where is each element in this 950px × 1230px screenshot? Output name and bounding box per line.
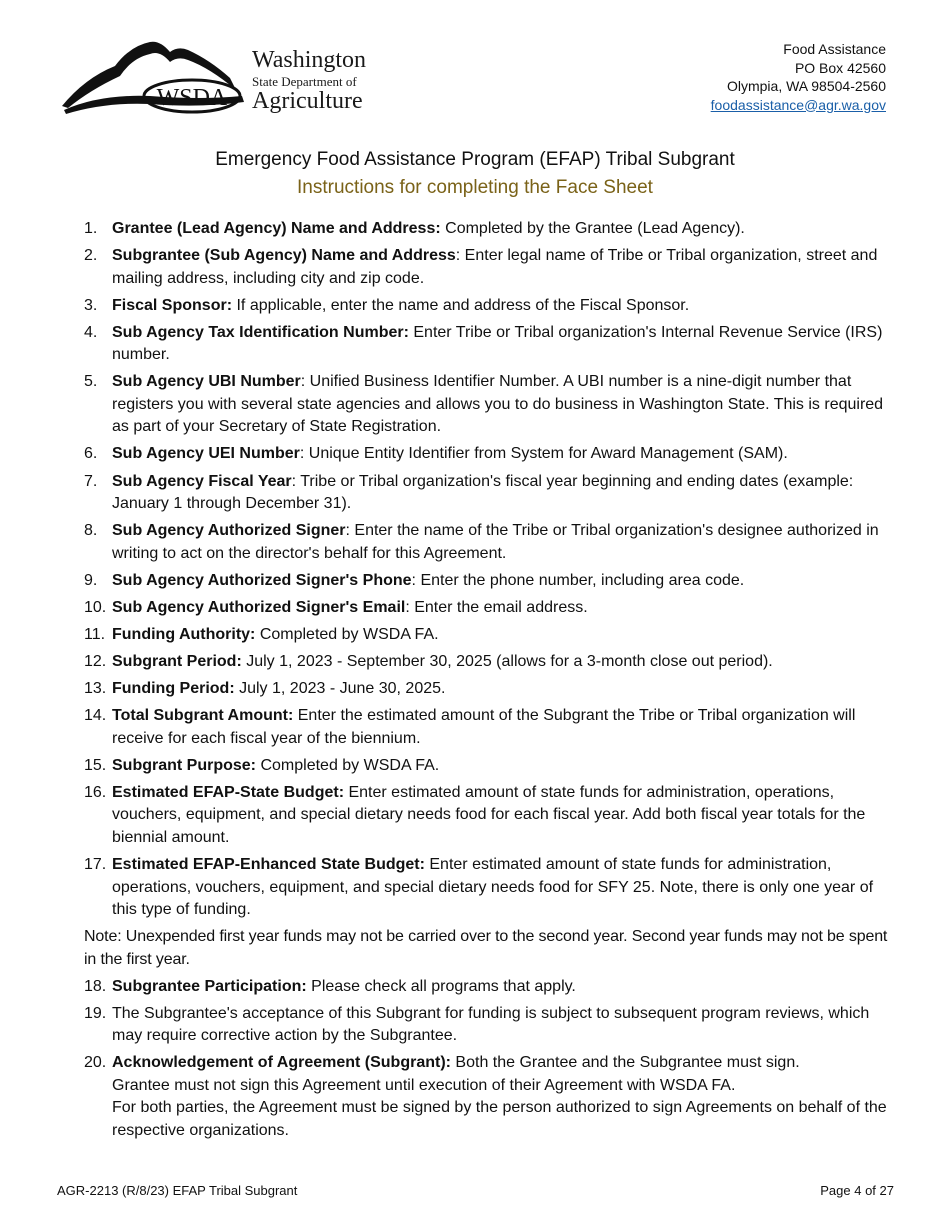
item-number: 20.: [84, 1054, 107, 1072]
item-label: Sub Agency UBI Number: [112, 373, 301, 391]
item-text: Enter estimated amount of state funds for administration, operations, vouchers, equipment, and special dietary needs food for SFY 25. Note, there is only one year of this type of funding.: [112, 856, 874, 918]
wsda-logo: [60, 38, 380, 118]
item-number: 15.: [84, 756, 107, 774]
list-item: [84, 520, 894, 565]
item-text: : Enter legal name of Tribe or Tribal organization, street and mailing address, including city and zip code.: [112, 247, 878, 287]
item-text: : Enter the phone number, including area code.: [411, 571, 745, 589]
item-text: Enter estimated amount of state funds for administration, operations, vouchers, equipment, and special dietary needs food for each fiscal year. Add both fiscal year totals for the biennial amount.: [112, 783, 866, 846]
item-label: Fiscal Sponsor:: [112, 296, 233, 314]
list-item: [84, 705, 894, 750]
item-number: 14.: [84, 707, 107, 725]
item-label: Subgrantee Participation:: [112, 977, 307, 995]
item-text: : Enter the name of the Tribe or Tribal organization's designee authorized in writing to act on the director's behalf for this Agreement.: [112, 522, 879, 562]
item-label: Subgrant Period:: [112, 653, 242, 671]
item-label: Grantee (Lead Agency) Name and Address:: [112, 220, 441, 237]
contact-email-link[interactable]: foodassistance@agr.wa.gov: [710, 96, 886, 113]
item-label: Sub Agency Authorized Signer: [112, 522, 346, 540]
item-label: Subgrant Purpose:: [112, 756, 257, 774]
item-label: Sub Agency Tax Identification Number:: [112, 323, 409, 341]
item-label: Funding Period:: [112, 680, 235, 698]
instruction-list: [84, 218, 894, 1147]
item-number: 5.: [84, 373, 98, 391]
item-extra-line: For both parties, the Agreement must be signed by the person authorized to sign Agreements on behalf of the respective organizations.: [112, 1099, 887, 1139]
contact-unit: Food Assistance: [783, 41, 886, 57]
item-text: Completed by WSDA FA.: [255, 625, 439, 643]
list-item: [84, 854, 894, 922]
list-item: [84, 218, 894, 241]
item-text: Both the Grantee and the Subgrantee must sign.: [450, 1054, 800, 1072]
page-subtitle: Instructions for completing the Face Sheet: [297, 177, 653, 198]
list-item: [84, 678, 894, 701]
item-text: July 1, 2023 - June 30, 2025.: [234, 680, 446, 698]
item-number: 1.: [84, 220, 98, 237]
list-item: [84, 782, 894, 850]
list-item: [84, 755, 894, 778]
item-label: Acknowledgement of Agreement (Subgrant):: [112, 1054, 451, 1072]
list-item: [84, 245, 894, 290]
logo-line1: Washington: [252, 47, 367, 73]
contact-block: [711, 40, 886, 114]
logo-wordmark: [252, 48, 392, 113]
mountain-logo-icon: [60, 38, 250, 118]
item-text: Please check all programs that apply.: [306, 977, 576, 995]
item-label: Subgrantee (Sub Agency) Name and Address: [112, 247, 456, 265]
item-number: 18.: [84, 977, 107, 995]
list-item: [84, 976, 894, 999]
logo-line2: State Department of: [252, 74, 357, 89]
logo-abbr: WSDA: [156, 85, 228, 111]
footer-form-id: AGR-2213 (R/8/23) EFAP Tribal Subgrant: [57, 1183, 298, 1198]
contact-city: Olympia, WA 98504-2560: [726, 78, 886, 94]
item-number: 7.: [84, 472, 98, 490]
item-number: 13.: [84, 680, 107, 698]
item-number: 11.: [84, 625, 106, 643]
item-number: 16.: [84, 783, 107, 801]
item-text: : Unique Entity Identifier from System for Award Management (SAM).: [299, 445, 788, 463]
item-text: : Unified Business Identifier Number. A UBI number is a nine-digit number that registers you with several state agencies and allows you to do business in Washington State. This is required as part of your Secretary of State Registration.: [112, 373, 884, 436]
list-item: [84, 295, 894, 318]
list-item: [84, 371, 894, 439]
list-item: [84, 471, 894, 516]
item-label: Funding Authority:: [112, 625, 256, 643]
item-number: 9.: [84, 571, 98, 589]
item-text: : Tribe or Tribal organization's fiscal year beginning and ending dates (example: January 1 through December 31).: [112, 472, 854, 513]
item-text: Completed by WSDA FA.: [256, 756, 440, 774]
item-number: 6.: [84, 445, 98, 463]
list-item: [84, 443, 894, 466]
item-label: Sub Agency UEI Number: [112, 445, 300, 463]
item-label: Sub Agency Authorized Signer's Email: [112, 598, 406, 616]
item-number: 4.: [84, 323, 98, 341]
item-number: 10.: [84, 598, 107, 616]
item-number: 12.: [84, 653, 107, 671]
item-label: Sub Agency Authorized Signer's Phone: [112, 571, 412, 589]
list-item: [84, 570, 894, 593]
item-number: 8.: [84, 522, 98, 540]
item-extra-line: Grantee must not sign this Agreement until execution of their Agreement with WSDA FA.: [112, 1076, 736, 1094]
item-text: July 1, 2023 - September 30, 2025 (allows for a 3-month close out period).: [241, 653, 773, 671]
list-item: [84, 597, 894, 620]
item-text: Enter the estimated amount of the Subgrant the Tribe or Tribal organization will receive for each fiscal year of the biennium.: [112, 707, 856, 747]
footer-page-number: Page 4 of 27: [820, 1183, 894, 1198]
item-number: 2.: [84, 247, 98, 265]
contact-po-box: PO Box 42560: [794, 59, 886, 76]
item-label: Sub Agency Fiscal Year: [112, 472, 292, 490]
list-item: [84, 651, 894, 674]
list-item: [84, 1003, 894, 1048]
item-text: : Enter the email address.: [405, 598, 588, 616]
item-number: 17.: [84, 856, 107, 873]
funding-note: Note: Unexpended first year funds may not be carried over to the second year. Second year funds may not be spent in the first year.: [84, 928, 888, 968]
list-item: [84, 624, 894, 647]
item-text: Completed by the Grantee (Lead Agency).: [440, 220, 745, 237]
item-label: Estimated EFAP-Enhanced State Budget:: [112, 856, 425, 873]
item-label: Estimated EFAP-State Budget:: [112, 783, 345, 801]
item-label: Total Subgrant Amount:: [112, 707, 294, 725]
item-number: 3.: [84, 296, 98, 314]
logo-line3: Agriculture: [252, 88, 363, 114]
list-item: [84, 322, 894, 367]
item-number: 19.: [84, 1004, 107, 1022]
item-text: The Subgrantee's acceptance of this Subgrant for funding is subject to subsequent program reviews, which may require corrective action by the Subgrantee.: [112, 1004, 870, 1045]
page-title: Emergency Food Assistance Program (EFAP) Tribal Subgrant: [215, 149, 735, 170]
item-text: If applicable, enter the name and address of the Fiscal Sponsor.: [232, 296, 690, 314]
list-item: [84, 1052, 894, 1142]
item-text: Enter Tribe or Tribal organization's Internal Revenue Service (IRS) number.: [112, 323, 883, 364]
